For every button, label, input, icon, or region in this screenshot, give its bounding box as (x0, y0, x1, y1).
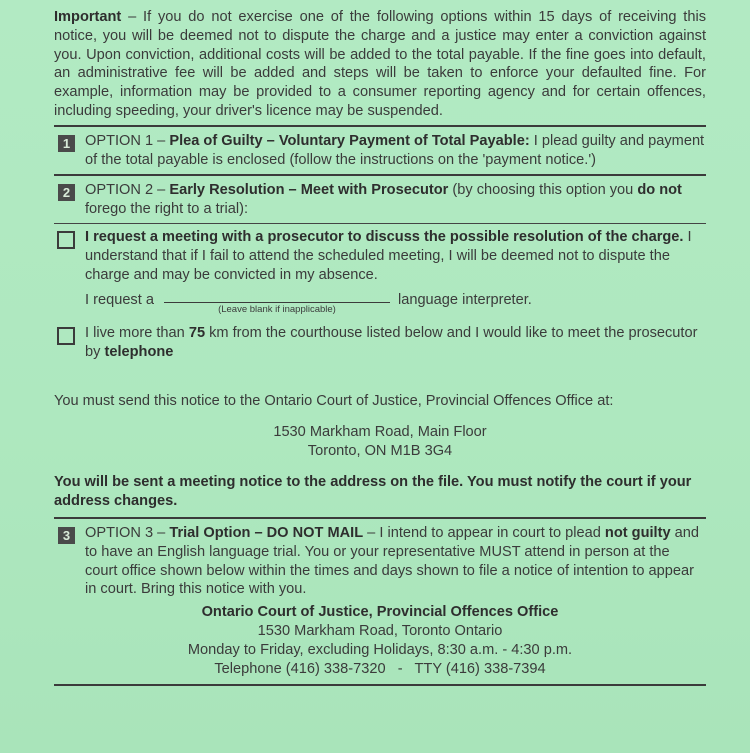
meeting-request-checkbox[interactable] (57, 231, 75, 249)
option-2-prefix: OPTION 2 – (85, 182, 170, 199)
interpreter-row (85, 290, 706, 316)
office-address: 1530 Markham Road, Toronto Ontario (257, 622, 503, 639)
office-hours: Monday to Friday, excluding Holidays, 8:30 a.m. - 4:30 p.m. (187, 641, 573, 658)
office-name (54, 603, 706, 622)
interpreter-language-field[interactable] (164, 290, 390, 316)
telephone-request-row (54, 324, 706, 362)
divider (54, 125, 706, 127)
option-number-badge: 2 (58, 184, 75, 201)
meeting-notice (54, 473, 706, 511)
option-2-text-a: (by choosing this option you (448, 182, 638, 199)
interpreter-hint: (Leave blank if inapplicable) (218, 304, 336, 316)
important-text: – If you do not exercise one of the following options within 15 days of receiving this notice, you will be deemed not to dispute the charge and a justice may enter a conviction against you. Upon conviction, additional costs will be added to the total payable. If the fine goes into default, an administrative fee will be added and steps will be taken to enforce your defaulted fine. For example, information may be provided to a consumer reporting agency and for certain offences, including speeding, your driver's licence may be suspended. (54, 9, 706, 119)
interpreter-before: I request a (85, 291, 154, 308)
option-3-text-b: and to have an English language trial. You or your representative MUST attend in person at the court office shown below within the times and days shown to file a notice of intention to appear in court. Bring this notice with you. (85, 524, 699, 598)
send-instruction: You must send this notice to the Ontario Court of Justice, Provincial Offences Office at: (54, 392, 614, 409)
divider (54, 174, 706, 176)
option-3-text-a: – I intend to appear in court to plead (363, 524, 605, 541)
meeting-request-bold: I request a meeting with a prosecutor to discuss the possible resolution of the charge. (85, 228, 684, 245)
telephone-text-b: km from the courthouse listed below and I would like to meet the prosecutor by (85, 325, 698, 361)
option-number-badge: 3 (58, 527, 75, 544)
meeting-request-row (54, 228, 706, 284)
meeting-notice-text: You will be sent a meeting notice to the address on the file. You must notify the court if your address changes. (54, 474, 692, 510)
office-name-text: Ontario Court of Justice, Provincial Offences Office (201, 604, 559, 621)
blank-line (164, 302, 390, 303)
option-1-text: I plead guilty and payment of the total payable is enclosed (follow the instructions on the 'payment notice.') (85, 132, 705, 168)
option-number-badge: 1 (58, 135, 75, 152)
option-3-bold-a: not guilty (604, 524, 671, 541)
option-2-text-bold: do not (637, 182, 682, 199)
divider (54, 684, 706, 686)
important-paragraph (54, 8, 706, 121)
option-3 (54, 524, 706, 599)
option-3-title: Trial Option – DO NOT MAIL (169, 524, 364, 541)
option-1 (54, 132, 706, 170)
important-label: Important (54, 9, 122, 25)
option-1-prefix: OPTION 1 – (85, 132, 170, 149)
option-2 (54, 181, 706, 219)
divider (54, 223, 706, 224)
telephone-bold-a: 75 (188, 325, 206, 342)
telephone-bold-b: telephone (104, 344, 174, 361)
meeting-request-text: I understand that if I fail to attend the scheduled meeting, I will be deemed not to dispute the charge and may be convicted in my absence. (85, 228, 692, 283)
send-address-line-2: Toronto, ON M1B 3G4 (307, 442, 453, 459)
office-phone: Telephone (416) 338-7320 - TTY (416) 338-7394 (214, 660, 546, 677)
telephone-text-a: I live more than (85, 325, 189, 342)
interpreter-after: language interpreter. (397, 291, 532, 308)
option-2-text-b: forego the right to a trial): (85, 201, 249, 218)
option-3-prefix: OPTION 3 – (85, 524, 170, 541)
telephone-request-checkbox[interactable] (57, 327, 75, 345)
option-1-title: Plea of Guilty – Voluntary Payment of Total Payable: (169, 132, 530, 149)
send-address-line-1: 1530 Markham Road, Main Floor (273, 423, 487, 440)
option-2-title: Early Resolution – Meet with Prosecutor (169, 182, 449, 199)
divider (54, 517, 706, 519)
